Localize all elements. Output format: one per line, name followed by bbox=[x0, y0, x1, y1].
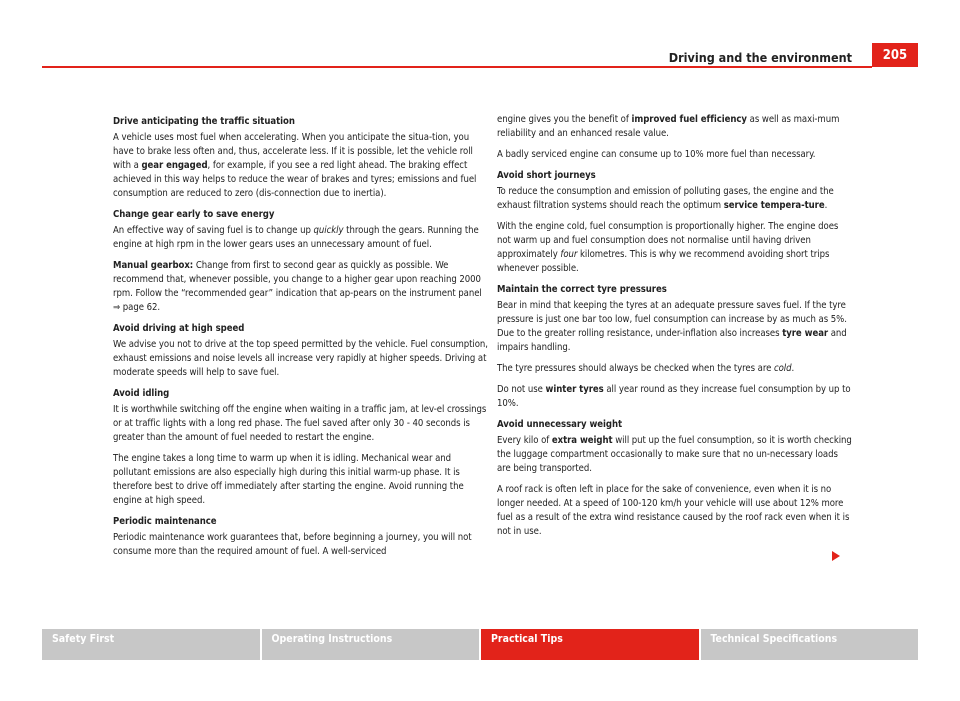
text-run: An effective way of saving fuel is to change up bbox=[113, 225, 314, 236]
text-run: We advise you not to drive at the top speed permitted by the vehicle. Fuel consumption, exhaust emissions and noise levels all increase very rapidly at higher speeds. Driving at moderate speeds will help to save fuel. bbox=[113, 339, 488, 378]
text-run: The engine takes a long time to warm up when it is idling. Mechanical wear and pollutant emissions are also especially high during this initial warm-up phase. It is therefore best to drive off immediately after starting the engine. Avoid running the engine at high speed. bbox=[113, 453, 464, 506]
bold-text: Manual gearbox: bbox=[113, 260, 194, 271]
body-paragraph bbox=[497, 434, 853, 476]
continue-arrow-icon bbox=[832, 551, 840, 561]
text-run: will put up the fuel consumption, so it is worth checking the luggage compartment occasionally to make sure that no un-necessary loads are being transported. bbox=[497, 435, 852, 474]
italic-text: cold bbox=[773, 363, 792, 374]
bold-text: winter tyres bbox=[545, 384, 604, 395]
section-heading: Maintain the correct tyre pressures bbox=[497, 284, 667, 295]
footer-tab-operating-instructions[interactable]: Operating Instructions bbox=[262, 629, 480, 660]
italic-text: four bbox=[560, 249, 578, 260]
bold-text: service tempera-ture bbox=[723, 200, 825, 211]
text-run: A vehicle uses most fuel when accelerating. When you anticipate the situa-tion, you have to brake less often and, thus, accelerate less. If it is possible, let the vehicle roll with a bbox=[113, 132, 473, 171]
text-run: , for example, if you see a red light ahead. The braking effect achieved in this way helps to reduce the wear of brakes and tyres; emissions and fuel consumption are reduced to zero (dis-connection due to inertia). bbox=[113, 160, 477, 199]
body-paragraph bbox=[497, 299, 853, 355]
text-run: With the engine cold, fuel consumption is proportionally higher. The engine does not warm up and fuel consumption does not normalise until having driven approximately bbox=[497, 221, 839, 260]
body-paragraph bbox=[113, 531, 489, 559]
text-run: . bbox=[791, 363, 795, 374]
page-number: 205 bbox=[872, 43, 918, 67]
left-column bbox=[113, 115, 489, 566]
footer-tab-safety-first[interactable]: Safety First bbox=[42, 629, 260, 660]
footer-nav bbox=[42, 629, 918, 660]
body-paragraph bbox=[113, 224, 489, 252]
bold-text: extra weight bbox=[551, 435, 613, 446]
section-heading: Change gear early to save energy bbox=[113, 209, 275, 220]
body-paragraph bbox=[113, 259, 489, 315]
header-rule bbox=[42, 66, 872, 68]
section-heading: Avoid short journeys bbox=[497, 170, 596, 181]
text-run: through the gears. Running the engine at high rpm in the lower gears uses an unnecessary amount of fuel. bbox=[113, 225, 479, 250]
body-paragraph bbox=[497, 185, 853, 213]
body-paragraph bbox=[497, 362, 853, 376]
text-run: engine gives you the benefit of bbox=[497, 114, 632, 125]
bold-text: tyre wear bbox=[782, 328, 829, 339]
section-heading: Avoid driving at high speed bbox=[113, 323, 245, 334]
text-run: It is worthwhile switching off the engine when waiting in a traffic jam, at lev-el crossings or at traffic lights with a long red phase. The fuel saved after only 30 - 40 seconds is greater than the amount of fuel needed to restart the engine. bbox=[113, 404, 487, 443]
section-heading: Avoid unnecessary weight bbox=[497, 419, 623, 430]
italic-text: quickly bbox=[313, 225, 344, 236]
body-paragraph bbox=[497, 383, 853, 411]
text-run: The tyre pressures should always be checked when the tyres are bbox=[497, 363, 774, 374]
text-run: A badly serviced engine can consume up to 10% more fuel than necessary. bbox=[497, 149, 816, 160]
bold-text: gear engaged bbox=[141, 160, 208, 171]
text-run: . bbox=[824, 200, 828, 211]
body-paragraph bbox=[497, 148, 853, 162]
text-run: as well as maxi-mum reliability and an enhanced resale value. bbox=[497, 114, 840, 139]
right-column bbox=[497, 113, 853, 546]
section-title: Driving and the environment bbox=[668, 50, 852, 65]
body-paragraph bbox=[113, 131, 489, 201]
footer-tab-technical-specifications[interactable]: Technical Specifications bbox=[701, 629, 919, 660]
body-paragraph bbox=[113, 338, 489, 380]
text-run: Bear in mind that keeping the tyres at an adequate pressure saves fuel. If the tyre pressure is just one bar too low, fuel consumption can increase by as much as 5%. Due to the greater rolling resistance, under-inflation also increases bbox=[497, 300, 847, 339]
text-run: all year round as they increase fuel consumption by up to 10%. bbox=[497, 384, 851, 409]
bold-text: improved fuel efficiency bbox=[631, 114, 747, 125]
section-heading: Avoid idling bbox=[113, 388, 170, 399]
text-run: kilometres. This is why we recommend avoiding short trips whenever possible. bbox=[497, 249, 830, 274]
text-run: and impairs handling. bbox=[497, 328, 847, 353]
text-run: A roof rack is often left in place for the sake of convenience, even when it is no longer needed. At a speed of 100-120 km/h your vehicle will use about 12% more fuel as a result of the extra wind resistance caused by the roof rack even when it is not in use. bbox=[497, 484, 850, 537]
body-paragraph bbox=[497, 113, 853, 141]
text-run: Do not use bbox=[497, 384, 546, 395]
text-run: To reduce the consumption and emission of polluting gases, the engine and the exhaust filtration systems should reach the optimum bbox=[497, 186, 834, 211]
text-run: Change from first to second gear as quickly as possible. We recommend that, whenever possible, you change to a higher gear upon reaching 2000 rpm. Follow the “recommended gear” indication that ap-pears on the instrument panel ⇒ page 62. bbox=[113, 260, 482, 313]
footer-tab-practical-tips[interactable]: Practical Tips bbox=[481, 629, 699, 660]
body-paragraph bbox=[113, 452, 489, 508]
text-run: Periodic maintenance work guarantees that, before beginning a journey, you will not consume more than the required amount of fuel. A well-serviced bbox=[113, 532, 472, 557]
section-heading: Periodic maintenance bbox=[113, 516, 217, 527]
body-paragraph bbox=[497, 483, 853, 539]
body-paragraph bbox=[497, 220, 853, 276]
section-heading: Drive anticipating the traffic situation bbox=[113, 116, 295, 127]
body-paragraph bbox=[113, 403, 489, 445]
text-run: Every kilo of bbox=[497, 435, 552, 446]
